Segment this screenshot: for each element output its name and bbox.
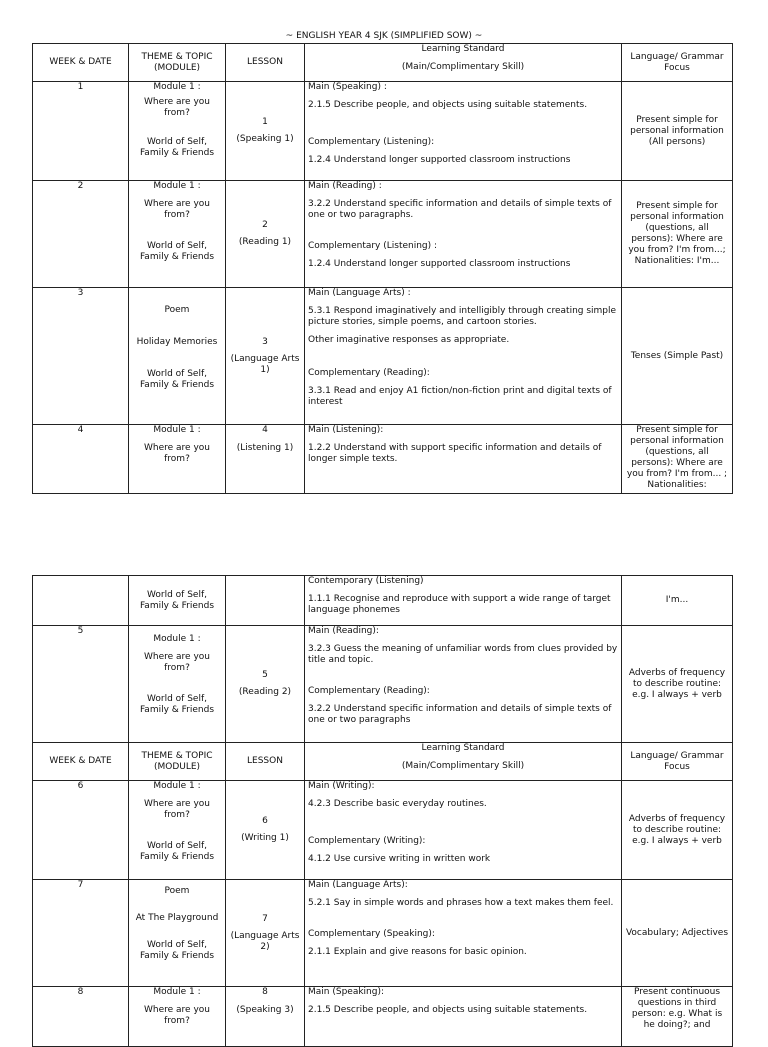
comp-standard: 1.1.1 Recognise and reproduce with support a wide range of target language phonemes	[308, 594, 611, 615]
week-cell: 6	[33, 781, 129, 880]
header-ls-sub: (Main/Complimentary Skill)	[401, 761, 525, 771]
grammar-cell: Present simple for personal information (questions, all persons): Where are you from? I'm from... ; Nationalities:	[622, 425, 733, 494]
grammar-cell: Adverbs of frequency to describe routine: e.g. I always + verb	[622, 781, 733, 880]
comp-standard: 3.2.2 Understand specific information and details of simple texts of one or two paragraphs	[308, 704, 612, 725]
lesson-number: 8	[262, 987, 268, 997]
header-week: WEEK & DATE	[33, 44, 129, 82]
main-standard-extra: Other imaginative responses as appropriate.	[308, 335, 510, 345]
theme-module: Module 1 :	[153, 781, 201, 791]
table-row	[33, 288, 733, 425]
theme-module: Module 1 :	[153, 425, 201, 435]
grammar-cell: Present continuous questions in third person: e.g. What is he doing?; and	[622, 987, 733, 1047]
lesson-cell	[226, 288, 305, 425]
theme-topic: Where are you from?	[144, 1005, 210, 1026]
comp-standard: 1.2.4 Understand longer supported classroom instructions	[308, 155, 571, 165]
grammar-cell: Vocabulary; Adjectives	[622, 880, 733, 987]
theme-world: World of Self, Family & Friends	[139, 841, 215, 862]
theme-module: Module 1 :	[153, 634, 201, 644]
main-skill-label: Main (Language Arts):	[308, 880, 408, 890]
header-theme: THEME & TOPIC (MODULE)	[129, 743, 226, 781]
learning-standard-cell	[305, 576, 622, 626]
header-grammar: Language/ Grammar Focus	[622, 743, 733, 781]
theme-topic: At The Playground	[135, 913, 219, 923]
week-cell: 7	[33, 880, 129, 987]
grammar-cell: I'm...	[622, 576, 733, 626]
theme-world: World of Self, Family & Friends	[139, 241, 215, 262]
theme-cell	[129, 781, 226, 880]
learning-standard-cell	[305, 181, 622, 288]
theme-topic: Holiday Memories	[136, 337, 218, 347]
header-week: WEEK & DATE	[33, 743, 129, 781]
theme-module: Module 1 :	[153, 82, 201, 92]
comp-standard: 4.1.2 Use cursive writing in written work	[308, 854, 491, 864]
theme-cell	[129, 626, 226, 743]
lesson-cell	[226, 987, 305, 1047]
main-skill-label: Main (Speaking):	[308, 987, 385, 997]
table-header-row	[33, 743, 733, 781]
week-cell	[33, 576, 129, 626]
table-row	[33, 425, 733, 494]
theme-topic: Where are you from?	[144, 652, 210, 673]
grammar-cell: Present simple for personal information (questions, all persons): Where are you from? I'm from...; Nationalities: I'm...	[622, 181, 733, 288]
lesson-cell	[226, 576, 305, 626]
theme-module: Poem	[164, 886, 190, 896]
theme-module: Module 1 :	[153, 987, 201, 997]
theme-world: World of Self, Family & Friends	[139, 694, 215, 715]
comp-standard: 2.1.1 Explain and give reasons for basic opinion.	[308, 947, 527, 957]
comp-skill-label: Complementary (Reading):	[308, 686, 430, 696]
learning-standard-cell	[305, 82, 622, 181]
theme-world: World of Self, Family & Friends	[139, 940, 215, 961]
lesson-cell	[226, 82, 305, 181]
main-skill-label: Main (Language Arts) :	[308, 288, 411, 298]
theme-world: World of Self, Family & Friends	[139, 137, 215, 158]
lesson-type: (Reading 1)	[238, 237, 292, 247]
main-skill-label: Main (Speaking) :	[308, 82, 387, 92]
comp-standard: 3.3.1 Read and enjoy A1 fiction/non-fiction print and digital texts of interest	[308, 386, 612, 407]
theme-topic: Where are you from?	[144, 97, 210, 118]
learning-standard-cell	[305, 425, 622, 494]
lesson-cell	[226, 425, 305, 494]
comp-standard: 1.2.4 Understand longer supported classroom instructions	[308, 259, 571, 269]
main-standard: 5.3.1 Respond imaginatively and intelligibly through creating simple picture stories, simple poems, and cartoon stories.	[308, 306, 617, 327]
theme-cell	[129, 288, 226, 425]
lesson-type: (Speaking 1)	[236, 134, 294, 144]
lesson-cell	[226, 181, 305, 288]
grammar-cell: Tenses (Simple Past)	[622, 288, 733, 425]
lesson-number: 2	[262, 220, 268, 230]
lesson-number: 1	[262, 117, 268, 127]
lesson-number: 5	[262, 670, 268, 680]
main-skill-label: Main (Reading):	[308, 626, 379, 636]
theme-cell: World of Self, Family & Friends	[129, 576, 226, 626]
table-row	[33, 82, 733, 181]
comp-skill-label: Complementary (Listening) :	[308, 241, 438, 251]
lesson-cell	[226, 626, 305, 743]
lesson-type: (Language Arts 1)	[230, 353, 300, 375]
comp-skill-label: Complementary (Listening):	[308, 137, 435, 147]
lesson-number: 3	[262, 336, 268, 347]
main-standard: 3.2.3 Guess the meaning of unfamiliar words from clues provided by title and topic.	[308, 644, 618, 665]
table-row	[33, 626, 733, 743]
week-cell: 5	[33, 626, 129, 743]
sow-table-2	[32, 575, 733, 1047]
table-row	[33, 781, 733, 880]
learning-standard-cell	[305, 880, 622, 987]
comp-skill-label: Complementary (Writing):	[308, 836, 426, 846]
table-row	[33, 880, 733, 987]
lesson-cell	[226, 781, 305, 880]
week-cell: 8	[33, 987, 129, 1047]
theme-topic: Where are you from?	[144, 443, 210, 464]
theme-cell	[129, 181, 226, 288]
learning-standard-cell	[305, 987, 622, 1047]
comp-skill-label: Complementary (Speaking):	[308, 929, 435, 939]
theme-world: World of Self, Family & Friends	[139, 369, 215, 390]
lesson-type: (Reading 2)	[238, 687, 292, 697]
header-ls-main: Learning Standard	[421, 743, 505, 753]
header-learning-standard	[305, 743, 622, 781]
comp-skill-label: Contemporary (Listening)	[308, 576, 424, 586]
header-learning-standard	[305, 44, 622, 82]
lesson-cell	[226, 880, 305, 987]
main-standard: 4.2.3 Describe basic everyday routines.	[308, 799, 487, 809]
lesson-type: (Speaking 3)	[236, 1005, 294, 1015]
learning-standard-cell	[305, 288, 622, 425]
main-standard: 2.1.5 Describe people, and objects using suitable statements.	[308, 1005, 588, 1015]
lesson-type: (Listening 1)	[236, 443, 294, 453]
header-ls-sub: (Main/Complimentary Skill)	[401, 62, 525, 72]
lesson-number: 6	[262, 816, 268, 826]
document-title: ~ ENGLISH YEAR 4 SJK (SIMPLIFIED SOW) ~	[285, 31, 483, 41]
theme-cell	[129, 82, 226, 181]
theme-topic: Where are you from?	[144, 199, 210, 220]
comp-skill-label: Complementary (Reading):	[308, 368, 430, 378]
lesson-type: (Language Arts 2)	[230, 930, 300, 952]
header-lesson: LESSON	[226, 44, 305, 82]
main-standard: 2.1.5 Describe people, and objects using suitable statements.	[308, 100, 588, 110]
week-cell: 2	[33, 181, 129, 288]
sow-table-1	[32, 43, 733, 494]
grammar-cell: Adverbs of frequency to describe routine: e.g. I always + verb	[622, 626, 733, 743]
main-standard: 1.2.2 Understand with support specific information and details of longer simple texts.	[308, 443, 602, 464]
theme-cell	[129, 880, 226, 987]
table-row	[33, 987, 733, 1047]
grammar-cell: Present simple for personal information (All persons)	[622, 82, 733, 181]
table-row	[33, 181, 733, 288]
main-skill-label: Main (Writing):	[308, 781, 375, 791]
main-skill-label: Main (Reading) :	[308, 181, 382, 191]
theme-module: Module 1 :	[153, 181, 201, 191]
main-standard: 5.2.1 Say in simple words and phrases how a text makes them feel.	[308, 898, 614, 908]
theme-cell	[129, 987, 226, 1047]
lesson-number: 7	[262, 913, 268, 924]
week-cell: 4	[33, 425, 129, 494]
header-ls-main: Learning Standard	[421, 44, 505, 54]
theme-module: Poem	[164, 305, 190, 315]
main-standard: 3.2.2 Understand specific information and details of simple texts of one or two paragraphs.	[308, 199, 612, 220]
theme-topic: Where are you from?	[144, 799, 210, 820]
theme-cell	[129, 425, 226, 494]
table-header-row	[33, 44, 733, 82]
main-skill-label: Main (Listening):	[308, 425, 384, 435]
header-theme: THEME & TOPIC (MODULE)	[129, 44, 226, 82]
lesson-number: 4	[262, 425, 268, 435]
learning-standard-cell	[305, 626, 622, 743]
week-cell: 3	[33, 288, 129, 425]
learning-standard-cell	[305, 781, 622, 880]
header-grammar: Language/ Grammar Focus	[622, 44, 733, 82]
week-cell: 1	[33, 82, 129, 181]
lesson-type: (Writing 1)	[241, 833, 289, 843]
header-lesson: LESSON	[226, 743, 305, 781]
table-row	[33, 576, 733, 626]
